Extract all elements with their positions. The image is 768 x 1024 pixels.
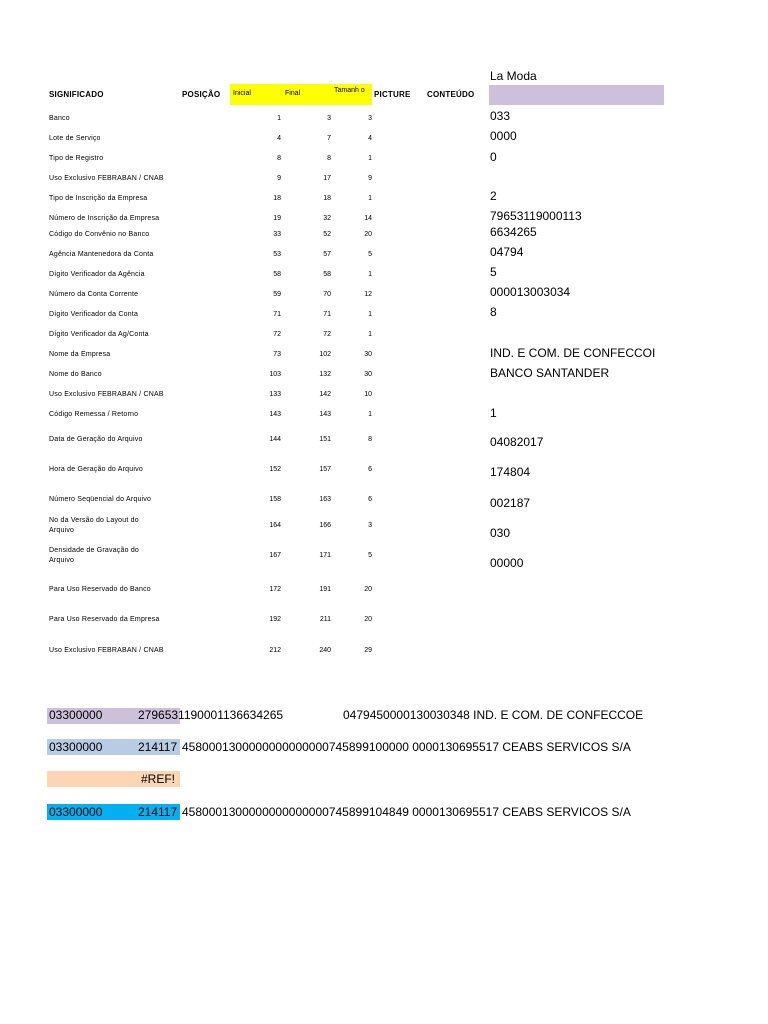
field-label[interactable]: Lote de Serviço <box>49 135 101 142</box>
field-label[interactable]: Dígito Verificador da Agência <box>49 271 145 278</box>
field-content[interactable]: 04794 <box>490 245 524 259</box>
field-final[interactable]: 166 <box>319 522 331 529</box>
field-content[interactable]: 002187 <box>490 496 531 510</box>
field-label[interactable]: Número de Inscrição da Empresa <box>49 215 160 222</box>
col-header-inicial: Inicial <box>233 90 251 97</box>
field-content[interactable]: 8 <box>490 305 497 319</box>
field-final[interactable]: 240 <box>319 647 331 654</box>
record-line-2-bank[interactable]: 03300000 <box>49 740 103 754</box>
field-final[interactable]: 132 <box>319 371 331 378</box>
field-final[interactable]: 57 <box>323 251 331 258</box>
field-final[interactable]: 72 <box>323 331 331 338</box>
field-final[interactable]: 211 <box>319 616 331 623</box>
field-inicial[interactable]: 72 <box>273 331 281 338</box>
field-inicial[interactable]: 33 <box>273 231 281 238</box>
field-inicial[interactable]: 158 <box>269 496 281 503</box>
field-inicial[interactable]: 59 <box>273 291 281 298</box>
field-content[interactable]: 79653119000113 <box>490 209 582 223</box>
field-final[interactable]: 70 <box>323 291 331 298</box>
field-label[interactable]: Uso Exclusivo FEBRABAN / CNAB <box>49 647 164 654</box>
field-tamanho[interactable]: 12 <box>364 291 372 298</box>
field-label[interactable]: Data de Geração do Arquivo <box>49 436 143 443</box>
field-label[interactable]: Dígito Verificador da Ag/Conta <box>49 331 149 338</box>
field-content[interactable]: 174804 <box>490 465 531 479</box>
field-inicial[interactable]: 103 <box>269 371 281 378</box>
title-highlight-cell[interactable] <box>489 85 664 105</box>
field-content[interactable]: 6634265 <box>490 225 537 239</box>
field-label[interactable]: Uso Exclusivo FEBRABAN / CNAB <box>49 391 164 398</box>
field-inicial[interactable]: 58 <box>273 271 281 278</box>
field-final[interactable]: 58 <box>323 271 331 278</box>
field-tamanho[interactable]: 14 <box>364 215 372 222</box>
col-header-posicao: POSIÇÃO <box>182 90 221 99</box>
field-final[interactable]: 151 <box>319 436 331 443</box>
field-tamanho[interactable]: 20 <box>364 616 372 623</box>
field-tamanho[interactable]: 3 <box>368 522 372 529</box>
field-label[interactable]: Banco <box>49 115 70 122</box>
field-label[interactable]: Nome da Empresa <box>49 351 111 358</box>
field-final[interactable]: 191 <box>319 586 331 593</box>
field-inicial[interactable]: 9 <box>277 175 281 182</box>
field-inicial[interactable]: 18 <box>273 195 281 202</box>
record-line-2-id[interactable]: 214117 <box>138 740 178 754</box>
field-final[interactable]: 8 <box>327 155 331 162</box>
field-content[interactable]: 00000 <box>490 556 524 570</box>
field-content[interactable]: 04082017 <box>490 435 544 449</box>
field-label[interactable]: No da Versão do Layout do Arquivo <box>49 517 139 534</box>
col-header-tamanho: Tamanh o <box>334 87 365 94</box>
record-line-4-rest[interactable]: 4580001300000000000000745899104849 0000130695517 CEABS SERVICOS S/A <box>182 805 631 819</box>
field-tamanho[interactable]: 1 <box>368 331 372 338</box>
field-inicial[interactable]: 192 <box>269 616 281 623</box>
field-label[interactable]: Número da Conta Corrente <box>49 291 139 298</box>
field-tamanho[interactable]: 9 <box>368 175 372 182</box>
field-final[interactable]: 171 <box>319 552 331 559</box>
field-content[interactable]: 2 <box>490 189 497 203</box>
col-header-significado: SIGNIFICADO <box>49 90 104 99</box>
field-label[interactable]: Código Remessa / Retorno <box>49 411 139 418</box>
record-line-4-bank[interactable]: 03300000 <box>49 805 103 819</box>
field-content[interactable]: BANCO SANTANDER <box>490 366 610 380</box>
field-content[interactable]: 033 <box>490 109 511 123</box>
field-final[interactable]: 3 <box>327 115 331 122</box>
field-inicial[interactable]: 212 <box>269 647 281 654</box>
field-tamanho[interactable]: 4 <box>368 135 372 142</box>
field-final[interactable]: 163 <box>319 496 331 503</box>
field-inicial[interactable]: 172 <box>269 586 281 593</box>
field-inicial[interactable]: 19 <box>273 215 281 222</box>
field-label[interactable]: Uso Exclusivo FEBRABAN / CNAB <box>49 175 164 182</box>
field-tamanho[interactable]: 1 <box>368 195 372 202</box>
field-content[interactable]: 0000 <box>490 129 517 143</box>
field-tamanho[interactable]: 3 <box>368 115 372 122</box>
field-inicial[interactable]: 53 <box>273 251 281 258</box>
field-final[interactable]: 142 <box>319 391 331 398</box>
field-tamanho[interactable]: 8 <box>368 436 372 443</box>
col-header-picture: PICTURE <box>374 90 411 99</box>
field-final[interactable]: 17 <box>323 175 331 182</box>
field-content[interactable]: 030 <box>490 526 511 540</box>
field-final[interactable]: 52 <box>323 231 331 238</box>
field-label[interactable]: Código do Convênio no Banco <box>49 231 150 238</box>
field-tamanho[interactable]: 30 <box>364 351 372 358</box>
field-content[interactable]: 0 <box>490 150 497 164</box>
field-inicial[interactable]: 71 <box>273 311 281 318</box>
field-final[interactable]: 18 <box>323 195 331 202</box>
record-line-1-rest[interactable]: 047945000013003034​8 IND. E COM. DE CONFECCOE <box>343 708 644 722</box>
field-inicial[interactable]: 143 <box>269 411 281 418</box>
field-label[interactable]: Dígito Verificador da Conta <box>49 311 139 318</box>
field-final[interactable]: 71 <box>323 311 331 318</box>
field-inicial[interactable]: 1 <box>277 115 281 122</box>
field-inicial[interactable]: 164 <box>269 522 281 529</box>
record-line-1-bank[interactable]: 03300000 <box>49 708 103 722</box>
field-inicial[interactable]: 73 <box>273 351 281 358</box>
field-label[interactable]: Para Uso Reservado da Empresa <box>49 616 160 623</box>
field-tamanho[interactable]: 6 <box>368 466 372 473</box>
field-inicial[interactable]: 133 <box>269 391 281 398</box>
col-header-final: Final <box>285 90 301 97</box>
field-tamanho[interactable]: 29 <box>364 647 372 654</box>
field-label[interactable]: Tipo de Registro <box>49 155 104 162</box>
field-tamanho[interactable]: 6 <box>368 496 372 503</box>
field-content[interactable]: IND. E COM. DE CONFECCOI <box>490 346 656 360</box>
field-final[interactable]: 32 <box>323 215 331 222</box>
field-label[interactable]: Tipo de Inscrição da Empresa <box>49 195 148 202</box>
field-tamanho[interactable]: 5 <box>368 552 372 559</box>
ref-error-text: #REF! <box>141 772 176 786</box>
field-inicial[interactable]: 8 <box>277 155 281 162</box>
field-tamanho[interactable]: 1 <box>368 271 372 278</box>
field-tamanho[interactable]: 5 <box>368 251 372 258</box>
field-label[interactable]: Agência Mantenedora da Conta <box>49 251 154 258</box>
field-tamanho[interactable]: 10 <box>364 391 372 398</box>
field-content[interactable]: 000013003034 <box>490 285 571 299</box>
field-final[interactable]: 7 <box>327 135 331 142</box>
record-line-2-rest[interactable]: 4580001300000000000000745899100000 0000130695517 CEABS SERVICOS S/A <box>182 740 631 754</box>
field-final[interactable]: 102 <box>319 351 331 358</box>
field-label[interactable]: Nome do Banco <box>49 371 102 378</box>
field-inicial[interactable]: 167 <box>269 552 281 559</box>
sheet-title: La Moda <box>490 69 537 83</box>
field-final[interactable]: 157 <box>319 466 331 473</box>
field-label[interactable]: Hora de Geração do Arquivo <box>49 466 143 473</box>
col-header-conteudo: CONTEÚDO <box>427 90 475 99</box>
field-tamanho[interactable]: 20 <box>364 231 372 238</box>
record-line-4-id[interactable]: 214117 <box>138 805 178 819</box>
field-label[interactable]: Número Seqüencial do Arquivo <box>49 496 152 503</box>
field-inicial[interactable]: 4 <box>277 135 281 142</box>
field-inicial[interactable]: 152 <box>269 466 281 473</box>
field-inicial[interactable]: 144 <box>269 436 281 443</box>
field-tamanho[interactable]: 20 <box>364 586 372 593</box>
field-content[interactable]: 5 <box>490 265 497 279</box>
field-label[interactable]: Densidade de Gravação do Arquivo <box>49 547 140 564</box>
field-content[interactable]: 1 <box>490 406 497 420</box>
field-tamanho[interactable]: 1 <box>368 155 372 162</box>
field-label[interactable]: Para Uso Reservado do Banco <box>49 586 151 593</box>
record-line-1-ids[interactable]: 2796531190001136634265 <box>138 708 284 722</box>
field-final[interactable]: 143 <box>319 411 331 418</box>
field-tamanho[interactable]: 1 <box>368 411 372 418</box>
field-tamanho[interactable]: 30 <box>364 371 372 378</box>
field-tamanho[interactable]: 1 <box>368 311 372 318</box>
